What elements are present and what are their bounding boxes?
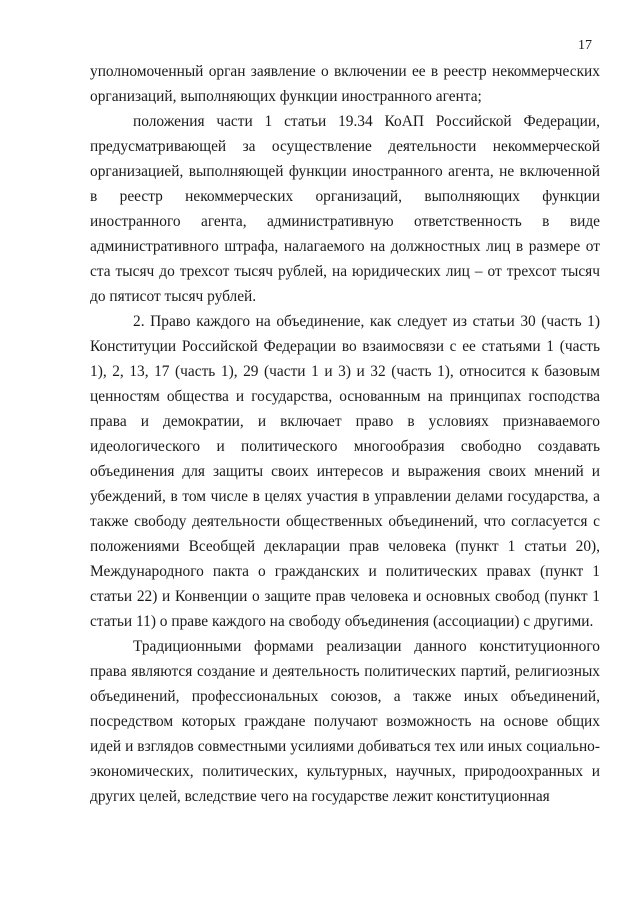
paragraph-article-19-34: положения части 1 статьи 19.34 КоАП Российской Федерации, предусматривающей за осуществление деятельности некоммерческой организацией, выполняющей функции иностранного агента, не включенной в реестр некоммерческих организаций, выполняющих функции иностранного агента, административную ответственность в виде административного штрафа, налагаемого на должностных лиц в размере от ста тысяч до трехсот тысяч рублей, на юридических лиц – от трехсот тысяч до пятисот тысяч рублей.: [90, 113, 600, 305]
paragraph-traditional-forms: Традиционными формами реализации данного конституционного права являются создание и деятельность политических партий, религиозных объединений, профессиональных союзов, а также иных объединений, посредством которых граждане получают возможность на основе общих идей и взглядов совместными усилиями добиваться тех или иных социально-экономических, политических, культурных, научных, природоохранных и других целей, вследствие чего на государстве лежит конституционная: [90, 638, 600, 805]
paragraph-continuation: уполномоченный орган заявление о включении ее в реестр некоммерческих организаций, выполняющих функции иностранного агента;: [90, 63, 600, 105]
paragraph-right-to-association: 2. Право каждого на объединение, как следует из статьи 30 (часть 1) Конституции Российской Федерации во взаимосвязи с ее статьями 1 (часть 1), 2, 13, 17 (часть 1), 29 (части 1 и 3) и 32 (часть 1), относится к базовым ценностям общества и государства, основанным на принципах господства права и демократии, и включает право в условиях признаваемого идеологического и политического многообразия свободно создавать объединения для защиты своих интересов и выражения своих мнений и убеждений, в том числе в целях участия в управлении делами государства, а также свободу деятельности общественных объединений, что согласуется с положениями Всеобщей декларации прав человека (пункт 1 статьи 20), Международного пакта о гражданских и политических правах (пункт 1 статьи 22) и Конвенции о защите прав человека и основных свобод (пункт 1 статьи 11) о праве каждого на свободу объединения (ассоциации) с другими.: [90, 313, 600, 630]
document-body: [90, 59, 600, 809]
page-number: 17: [578, 38, 592, 53]
